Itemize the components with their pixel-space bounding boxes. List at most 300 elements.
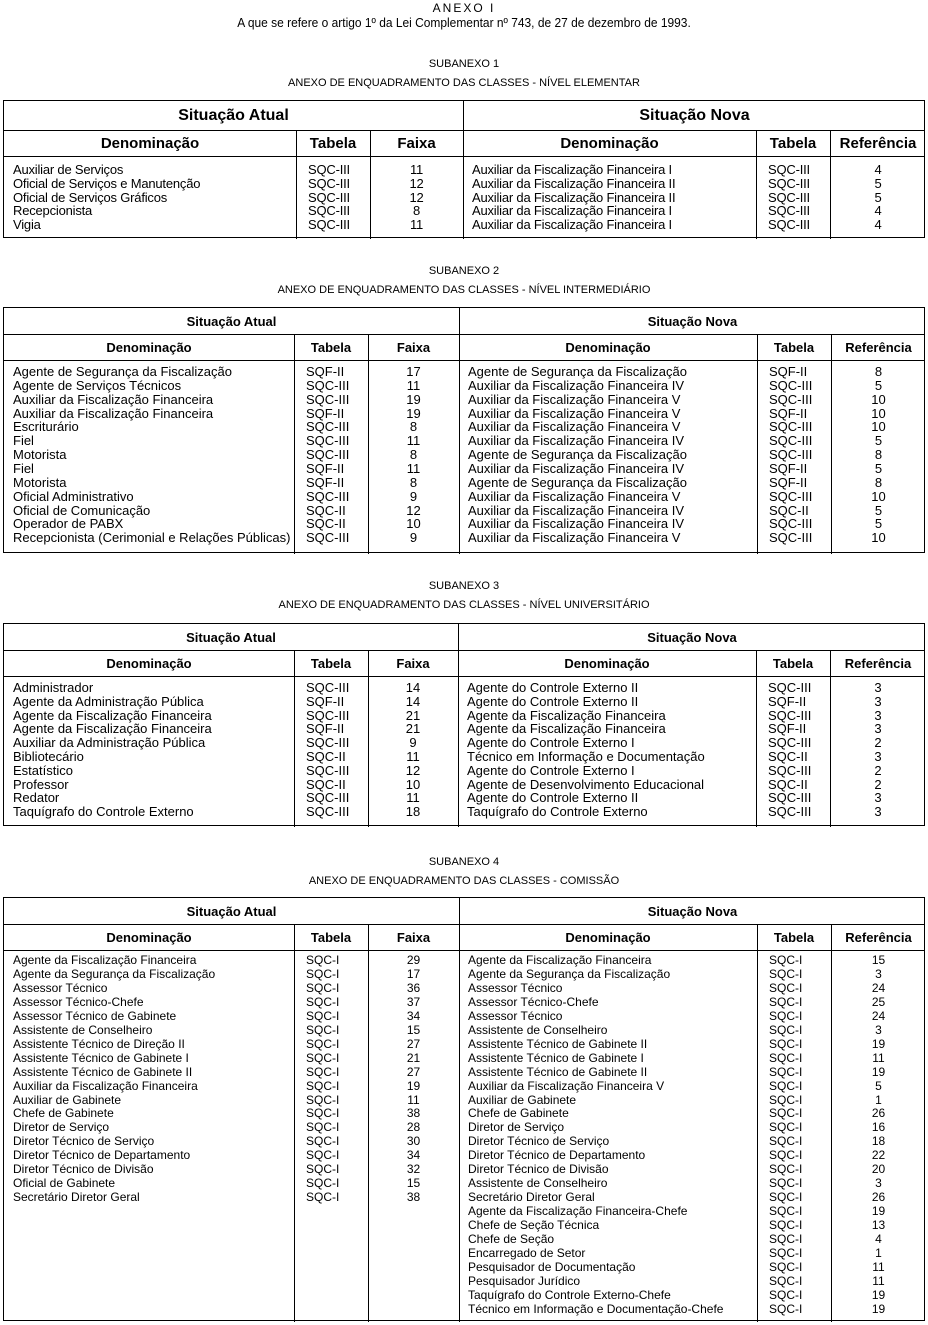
cell-faixa: 11 <box>406 749 420 764</box>
cell-denominacao-nova: Auxiliar da Fiscalização Financeira V <box>468 488 681 504</box>
cell-denominacao-nova: Assessor Técnico <box>468 980 563 995</box>
table-row <box>4 1233 924 1247</box>
cell-denominacao-nova: Assessor Técnico <box>468 1008 563 1023</box>
table-row <box>4 681 924 695</box>
table-row <box>4 1052 924 1066</box>
header-referencia: Referência <box>839 135 917 152</box>
cell-denominacao: Agente da Administração Pública <box>13 693 204 709</box>
group-header-new: Situação Nova <box>647 903 738 919</box>
cell-tabela-nova: SQF-II <box>769 460 808 476</box>
cell-denominacao-nova: Assistente Técnico de Gabinete I <box>468 1050 644 1065</box>
cell-tabela-nova: SQC-III <box>769 488 813 504</box>
cell-tabela-nova: SQC-III <box>769 447 813 463</box>
cell-tabela: SQC-II <box>306 776 346 792</box>
cell-denominacao-nova: Agente da Segurança da Fiscalização <box>468 966 671 981</box>
cell-referencia: 4 <box>874 217 882 233</box>
header-referencia: Referência <box>845 930 912 945</box>
cell-tabela-nova: SQC-I <box>769 1092 803 1107</box>
cell-denominacao: Agente da Fiscalização Financeira <box>13 707 212 723</box>
table-row <box>4 448 924 462</box>
cell-referencia: 2 <box>874 735 882 751</box>
cell-denominacao: Assistente Técnico de Direção II <box>13 1036 185 1051</box>
cell-denominacao-nova: Auxiliar da Fiscalização Financeira IV <box>468 502 685 518</box>
cell-faixa: 9 <box>409 488 418 504</box>
cell-referencia: 10 <box>871 419 886 435</box>
group-header-new: Situação Nova <box>647 313 738 329</box>
table-row <box>4 968 924 982</box>
cell-denominacao: Auxiliar da Fiscalização Financeira <box>13 391 214 407</box>
table-row <box>4 1135 924 1149</box>
cell-denominacao-nova: Agente da Fiscalização Financeira <box>468 953 652 967</box>
table-row <box>4 163 924 177</box>
cell-denominacao-nova: Auxiliar da Fiscalização Financeira V <box>468 1078 665 1093</box>
cell-tabela-nova: SQC-III <box>768 762 812 778</box>
cell-denominacao-nova: Pesquisador Jurídico <box>468 1273 581 1288</box>
cell-tabela: SQC-III <box>306 377 350 393</box>
cell-tabela: SQF-II <box>306 460 345 476</box>
subannex-title: SUBANEXO 1 <box>428 58 500 70</box>
cell-referencia: 3 <box>874 804 882 820</box>
header-tabela-nova: Tabela <box>773 340 815 355</box>
cell-referencia: 5 <box>874 189 882 205</box>
cell-denominacao-nova: Agente da Fiscalização Financeira <box>467 707 666 723</box>
cell-denominacao: Escriturário <box>13 419 79 435</box>
table-row <box>4 531 924 545</box>
table-group-header <box>4 101 924 131</box>
header-referencia: Referência <box>845 340 912 355</box>
cell-referencia: 3 <box>874 721 882 737</box>
cell-denominacao: Recepcionista <box>13 203 93 219</box>
cell-tabela: SQC-III <box>306 680 350 695</box>
table-group-header <box>4 898 924 925</box>
cell-faixa: 10 <box>405 776 421 792</box>
header-tabela: Tabela <box>310 656 352 671</box>
table-row <box>4 695 924 709</box>
cell-denominacao-nova: Auxiliar da Fiscalização Financeira IV <box>468 377 685 393</box>
cell-referencia: 3 <box>874 707 882 723</box>
header-denominacao: Denominação <box>106 656 192 671</box>
cell-tabela-nova: SQC-I <box>769 1218 803 1233</box>
cell-tabela-nova: SQC-I <box>769 1162 803 1177</box>
cell-denominacao: Auxiliar da Fiscalização Financeira <box>13 405 214 421</box>
cell-denominacao-nova: Chefe de Seção <box>468 1232 555 1246</box>
cell-tabela-nova: SQC-I <box>769 1050 803 1065</box>
cell-tabela: SQC-I <box>306 1176 340 1191</box>
cell-referencia: 11 <box>872 1259 885 1274</box>
subannex-heading <box>0 58 928 90</box>
table-row <box>4 709 924 723</box>
cell-faixa: 29 <box>406 953 421 967</box>
cell-denominacao: Estatístico <box>13 762 73 778</box>
table-row <box>4 517 924 531</box>
cell-tabela: SQC-I <box>306 1008 340 1023</box>
cell-tabela: SQC-III <box>306 419 350 435</box>
table-row <box>4 393 924 407</box>
cell-denominacao-nova: Auxiliar da Fiscalização Financeira IV <box>468 433 685 449</box>
cell-referencia: 1 <box>875 1092 882 1107</box>
cell-tabela-nova: SQC-I <box>769 1176 803 1191</box>
cell-tabela-nova: SQC-III <box>768 217 810 233</box>
cell-tabela: SQC-III <box>308 189 350 205</box>
cell-denominacao-nova: Auxiliar da Fiscalização Financeira II <box>472 175 676 191</box>
cell-referencia: 8 <box>874 474 883 490</box>
cell-tabela: SQF-II <box>306 721 345 737</box>
cell-referencia: 13 <box>871 1218 886 1233</box>
cell-tabela-nova: SQC-I <box>769 1301 803 1316</box>
cell-faixa: 19 <box>406 405 421 421</box>
cell-denominacao-nova: Diretor de Serviço <box>468 1120 565 1135</box>
cell-denominacao: Oficial de Gabinete <box>13 1176 116 1191</box>
subannex-title: SUBANEXO 2 <box>428 265 500 277</box>
header-faixa: Faixa <box>396 656 430 671</box>
table-row <box>4 218 924 232</box>
cell-denominacao-nova: Auxiliar da Fiscalização Financeira V <box>468 405 681 421</box>
cell-denominacao: Oficial de Comunicação <box>13 502 151 518</box>
header-tabela: Tabela <box>310 340 352 355</box>
classes-table <box>3 623 925 826</box>
cell-faixa: 12 <box>405 762 421 778</box>
cell-tabela: SQC-I <box>306 1148 340 1163</box>
cell-tabela: SQC-I <box>306 953 340 967</box>
cell-faixa: 27 <box>406 1036 421 1051</box>
cell-faixa: 11 <box>409 217 424 233</box>
cell-denominacao-nova: Auxiliar da Fiscalização Financeira I <box>472 217 672 233</box>
cell-denominacao: Fiel <box>13 460 34 476</box>
group-header-current: Situação Atual <box>186 903 277 919</box>
cell-tabela-nova: SQC-I <box>769 1190 803 1205</box>
cell-tabela: SQC-III <box>306 790 350 806</box>
cell-tabela-nova: SQC-I <box>769 1204 803 1219</box>
table-row <box>4 490 924 504</box>
cell-denominacao: Diretor Técnico de Departamento <box>13 1148 191 1163</box>
table-row <box>4 407 924 421</box>
cell-tabela: SQC-III <box>306 735 350 751</box>
page-subtitle: A que se refere o artigo 1º da Lei Complementar nº 743, de 27 de dezembro de 1993. <box>237 15 691 30</box>
cell-referencia: 24 <box>871 980 886 995</box>
cell-tabela-nova: SQC-I <box>769 1148 803 1163</box>
cell-tabela: SQF-II <box>306 364 345 379</box>
cell-denominacao: Auxiliar de Serviços <box>13 162 124 177</box>
cell-denominacao: Agente de Segurança da Fiscalização <box>13 364 232 379</box>
cell-tabela: SQC-I <box>306 1106 340 1121</box>
table-row <box>4 1024 924 1038</box>
cell-referencia: 15 <box>871 953 886 967</box>
cell-tabela-nova: SQC-I <box>769 953 803 967</box>
table-column-header <box>4 335 924 361</box>
subannex-subtitle: ANEXO DE ENQUADRAMENTO DAS CLASSES - NÍVEL INTERMEDIÁRIO <box>277 284 651 296</box>
header-referencia: Referência <box>844 656 912 671</box>
table-row <box>4 750 924 764</box>
cell-referencia: 5 <box>874 175 882 191</box>
cell-tabela: SQC-I <box>306 1134 340 1149</box>
table-row <box>4 1149 924 1163</box>
cell-tabela-nova: SQC-III <box>768 707 812 723</box>
cell-denominacao-nova: Agente de Desenvolvimento Educacional <box>467 776 705 792</box>
cell-denominacao-nova: Secretário Diretor Geral <box>468 1190 595 1205</box>
cell-faixa: 11 <box>407 1092 420 1107</box>
cell-tabela: SQC-II <box>306 749 346 764</box>
cell-referencia: 10 <box>871 530 886 546</box>
cell-tabela: SQC-I <box>306 1022 340 1037</box>
header-denominacao-nova: Denominação <box>565 340 651 355</box>
cell-tabela-nova: SQC-I <box>769 1106 803 1121</box>
cell-tabela: SQC-III <box>308 217 350 233</box>
cell-tabela-nova: SQC-II <box>769 502 809 518</box>
cell-referencia: 8 <box>874 364 883 379</box>
cell-referencia: 8 <box>874 447 883 463</box>
cell-tabela: SQC-I <box>306 1078 340 1093</box>
cell-denominacao-nova: Agente de Segurança da Fiscalização <box>468 447 687 463</box>
table-row <box>4 778 924 792</box>
table-row <box>4 379 924 393</box>
cell-tabela-nova: SQC-III <box>768 680 812 695</box>
cell-tabela: SQC-III <box>306 433 350 449</box>
page-title: ANEXO I <box>432 1 496 15</box>
cell-denominacao: Auxiliar de Gabinete <box>13 1092 122 1107</box>
cell-denominacao-nova: Chefe de Seção Técnica <box>468 1218 600 1233</box>
table-column-header <box>4 925 924 951</box>
cell-denominacao: Agente da Segurança da Fiscalização <box>13 966 216 981</box>
cell-denominacao: Vigia <box>13 217 41 233</box>
cell-referencia: 4 <box>874 203 882 219</box>
cell-denominacao-nova: Agente do Controle Externo II <box>467 680 639 695</box>
cell-faixa: 32 <box>406 1162 421 1177</box>
cell-tabela-nova: SQC-III <box>768 189 810 205</box>
cell-denominacao: Recepcionista (Cerimonial e Relações Públicas) <box>13 530 291 546</box>
table-row <box>4 954 924 968</box>
cell-tabela: SQC-I <box>306 980 340 995</box>
subannex-title: SUBANEXO 4 <box>428 856 500 868</box>
table-row <box>4 1261 924 1275</box>
cell-tabela-nova: SQC-III <box>769 419 813 435</box>
cell-faixa: 37 <box>406 994 421 1009</box>
cell-referencia: 20 <box>871 1162 886 1177</box>
table-row <box>4 1289 924 1303</box>
cell-tabela-nova: SQC-I <box>769 1134 803 1149</box>
group-header-new: Situação Nova <box>647 629 737 645</box>
cell-faixa: 38 <box>406 1106 421 1121</box>
cell-denominacao: Agente de Serviços Técnicos <box>13 377 182 393</box>
table-row <box>4 1080 924 1094</box>
cell-denominacao-nova: Diretor Técnico de Departamento <box>468 1148 646 1163</box>
table-row <box>4 434 924 448</box>
cell-tabela: SQC-III <box>308 162 350 177</box>
header-denominacao-nova: Denominação <box>560 135 659 152</box>
cell-denominacao: Assistente Técnico de Gabinete II <box>13 1064 193 1079</box>
cell-referencia: 11 <box>872 1273 885 1288</box>
cell-faixa: 8 <box>412 203 421 219</box>
cell-faixa: 17 <box>406 966 421 981</box>
cell-denominacao-nova: Auxiliar da Fiscalização Financeira IV <box>468 460 685 476</box>
header-faixa: Faixa <box>396 930 431 945</box>
cell-referencia: 2 <box>874 776 882 792</box>
cell-referencia: 10 <box>871 391 886 407</box>
header-denominacao-nova: Denominação <box>565 930 651 945</box>
cell-referencia: 3 <box>874 790 882 806</box>
cell-faixa: 38 <box>406 1190 421 1205</box>
cell-faixa: 21 <box>405 721 421 737</box>
cell-tabela-nova: SQF-II <box>769 405 808 421</box>
cell-denominacao-nova: Auxiliar da Fiscalização Financeira V <box>468 419 681 435</box>
cell-referencia: 18 <box>871 1134 886 1149</box>
cell-denominacao-nova: Pesquisador de Documentação <box>468 1259 636 1274</box>
table-row <box>4 1094 924 1108</box>
cell-referencia: 19 <box>871 1036 886 1051</box>
cell-denominacao: Diretor Técnico de Divisão <box>13 1162 154 1177</box>
cell-referencia: 19 <box>871 1064 886 1079</box>
cell-denominacao-nova: Agente do Controle Externo II <box>467 790 639 806</box>
cell-tabela-nova: SQC-I <box>769 1287 803 1302</box>
table-row <box>4 982 924 996</box>
cell-tabela-nova: SQC-III <box>769 391 813 407</box>
cell-tabela: SQF-II <box>306 405 345 421</box>
cell-denominacao-nova: Chefe de Gabinete <box>468 1106 569 1121</box>
cell-tabela: SQC-III <box>308 203 350 219</box>
cell-referencia: 3 <box>874 680 882 695</box>
cell-tabela-nova: SQC-I <box>769 1259 803 1274</box>
cell-faixa: 21 <box>406 1050 421 1065</box>
cell-tabela-nova: SQC-III <box>768 162 810 177</box>
cell-denominacao-nova: Técnico em Informação e Documentação-Chefe <box>468 1301 724 1316</box>
cell-referencia: 1 <box>875 1245 882 1260</box>
cell-denominacao: Bibliotecário <box>13 749 84 764</box>
table-row <box>4 504 924 518</box>
cell-faixa: 12 <box>409 189 424 205</box>
cell-tabela-nova: SQC-I <box>769 1008 803 1023</box>
cell-denominacao: Assessor Técnico de Gabinete <box>13 1008 177 1023</box>
cell-tabela-nova: SQC-III <box>768 735 812 751</box>
cell-referencia: 26 <box>871 1190 886 1205</box>
cell-referencia: 3 <box>874 693 882 709</box>
table-row <box>4 1066 924 1080</box>
cell-faixa: 19 <box>406 1078 421 1093</box>
cell-denominacao-nova: Encarregado de Setor <box>468 1245 586 1260</box>
cell-tabela: SQC-I <box>306 1036 340 1051</box>
cell-faixa: 9 <box>409 735 417 751</box>
cell-tabela-nova: SQC-I <box>769 1245 803 1260</box>
cell-tabela-nova: SQC-I <box>769 1273 803 1288</box>
cell-tabela-nova: SQF-II <box>768 721 807 737</box>
table-row <box>4 1247 924 1261</box>
header-tabela: Tabela <box>309 135 357 152</box>
cell-referencia: 4 <box>875 1232 882 1246</box>
subannex-subtitle: ANEXO DE ENQUADRAMENTO DAS CLASSES - COMISSÃO <box>308 875 620 887</box>
cell-tabela-nova: SQC-III <box>768 790 812 806</box>
cell-tabela-nova: SQC-I <box>769 1036 803 1051</box>
cell-tabela: SQC-III <box>306 530 350 546</box>
subannex-subtitle: ANEXO DE ENQUADRAMENTO DAS CLASSES - NÍVEL UNIVERSITÁRIO <box>278 599 650 611</box>
cell-tabela-nova: SQC-I <box>769 1064 803 1079</box>
cell-denominacao: Chefe de Gabinete <box>13 1106 114 1121</box>
cell-denominacao-nova: Diretor Técnico de Serviço <box>468 1134 610 1149</box>
table-row <box>4 736 924 750</box>
cell-tabela: SQC-III <box>306 447 350 463</box>
cell-denominacao-nova: Assistente Técnico de Gabinete II <box>468 1064 648 1079</box>
header-tabela-nova: Tabela <box>773 930 815 945</box>
table-group-header <box>4 308 924 335</box>
cell-tabela: SQC-I <box>306 1064 340 1079</box>
cell-denominacao: Secretário Diretor Geral <box>13 1190 140 1205</box>
cell-denominacao: Fiel <box>13 433 34 449</box>
cell-tabela: SQC-I <box>306 1190 340 1205</box>
cell-referencia: 5 <box>874 377 883 393</box>
cell-denominacao: Redator <box>13 790 60 806</box>
cell-tabela-nova: SQC-III <box>769 433 813 449</box>
cell-tabela-nova: SQC-I <box>769 994 803 1009</box>
cell-denominacao: Auxiliar da Fiscalização Financeira <box>13 1078 198 1093</box>
cell-faixa: 9 <box>409 530 418 546</box>
cell-denominacao-nova: Agente da Fiscalização Financeira <box>467 721 666 737</box>
cell-faixa: 14 <box>405 680 421 695</box>
cell-referencia: 3 <box>874 749 882 764</box>
cell-denominacao-nova: Agente do Controle Externo I <box>467 735 635 751</box>
table-row <box>4 191 924 205</box>
cell-tabela: SQC-I <box>306 966 340 981</box>
cell-denominacao: Taquígrafo do Controle Externo <box>13 804 194 820</box>
cell-tabela-nova: SQC-I <box>769 1120 803 1135</box>
cell-denominacao-nova: Auxiliar da Fiscalização Financeira I <box>472 162 672 177</box>
cell-tabela-nova: SQC-I <box>769 1232 803 1246</box>
table-row <box>4 1121 924 1135</box>
cell-denominacao-nova: Diretor Técnico de Divisão <box>468 1162 609 1177</box>
subannex-heading <box>0 265 928 297</box>
cell-tabela: SQC-I <box>306 994 340 1009</box>
classes-table <box>3 897 925 1321</box>
cell-tabela-nova: SQF-II <box>769 474 808 490</box>
cell-tabela: SQC-I <box>306 1162 340 1177</box>
cell-faixa: 19 <box>406 391 421 407</box>
cell-faixa: 34 <box>406 1008 421 1023</box>
table-row <box>4 420 924 434</box>
cell-tabela-nova: SQC-I <box>769 1078 803 1093</box>
table-row <box>4 462 924 476</box>
cell-tabela-nova: SQC-III <box>769 516 813 532</box>
cell-faixa: 14 <box>405 693 421 709</box>
cell-referencia: 19 <box>871 1301 886 1316</box>
cell-faixa: 10 <box>406 516 421 532</box>
cell-tabela: SQC-II <box>306 516 346 532</box>
cell-referencia: 16 <box>871 1120 886 1135</box>
group-header-new: Situação Nova <box>639 106 750 124</box>
cell-referencia: 2 <box>874 762 882 778</box>
cell-tabela-nova: SQC-III <box>769 377 813 393</box>
cell-referencia: 5 <box>874 433 883 449</box>
cell-faixa: 18 <box>405 804 421 820</box>
cell-referencia: 19 <box>871 1287 886 1302</box>
cell-faixa: 21 <box>405 707 421 723</box>
cell-denominacao-nova: Auxiliar da Fiscalização Financeira V <box>468 530 681 546</box>
cell-denominacao-nova: Agente de Segurança da Fiscalização <box>468 364 687 379</box>
header-tabela-nova: Tabela <box>772 656 814 671</box>
cell-tabela: SQC-III <box>306 391 350 407</box>
cell-tabela-nova: SQF-II <box>768 693 807 709</box>
table-row <box>4 722 924 736</box>
header-denominacao: Denominação <box>106 340 192 355</box>
cell-referencia: 19 <box>871 1204 886 1219</box>
cell-tabela: SQC-III <box>306 707 350 723</box>
cell-denominacao-nova: Auxiliar da Fiscalização Financeira I <box>472 203 672 219</box>
table-row <box>4 1275 924 1289</box>
cell-faixa: 12 <box>406 502 421 518</box>
cell-tabela: SQC-III <box>306 762 350 778</box>
cell-tabela-nova: SQC-II <box>768 776 808 792</box>
table-row <box>4 1177 924 1191</box>
cell-denominacao: Oficial de Serviços e Manutenção <box>13 175 201 191</box>
cell-referencia: 3 <box>875 966 882 981</box>
header-faixa: Faixa <box>396 340 431 355</box>
cell-denominacao: Motorista <box>13 474 67 490</box>
subannex-title: SUBANEXO 3 <box>428 580 500 592</box>
